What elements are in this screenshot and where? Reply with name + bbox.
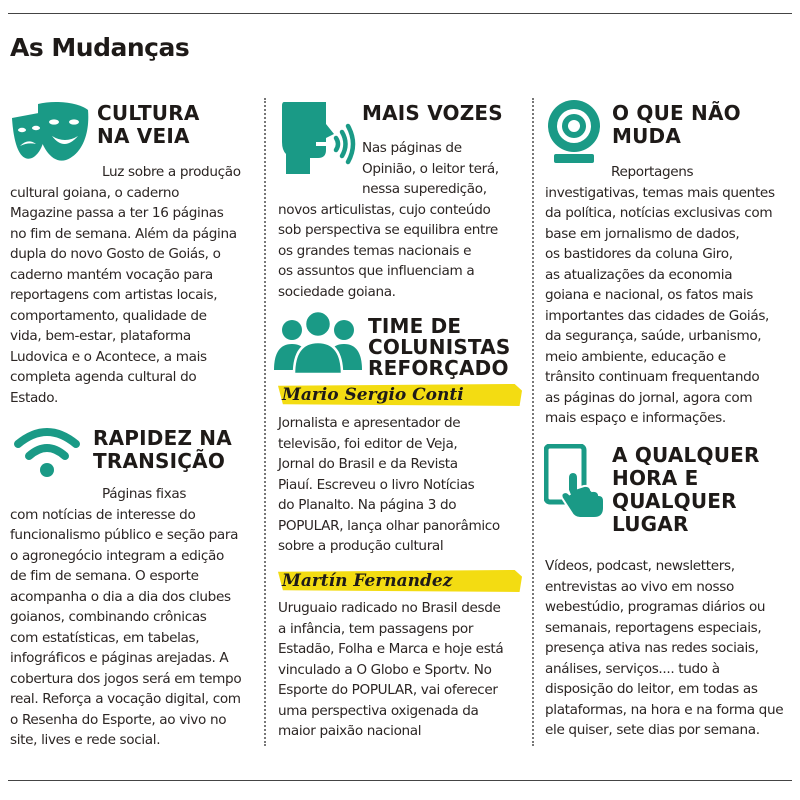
- columnist-name: Mario Sergio Conti: [282, 385, 464, 405]
- webcam-icon: [544, 98, 606, 164]
- columnist-bio: Uruguaio radicado no Brasil desde a infância, tem passagens por Estadão, Folha e Marca e hoje está vinculado a O Globo e Sportv. No Esporte do POPULAR, vai oferecer uma perspectiva oxigenada da maior paixão nacional: [278, 600, 504, 739]
- columnist-bio: Jornalista e apresentador de televisão, foi editor de Veja, Jornal do Brasil e da Revista Piauí. Escreveu o livro Notícias do Planalto. Na página 3 do POPULAR, lança olhar panorâmico sobre a produção cultural: [278, 415, 500, 554]
- wifi-icon: [12, 424, 82, 480]
- section-heading: TIME DE COLUNISTAS REFORÇADO: [368, 314, 511, 380]
- columnist-name: Martín Fernandez: [282, 571, 453, 591]
- column-divider-1: [264, 98, 266, 746]
- section-body: Páginas fixas com notícias de interesse do funcionalismo público e seção para o agronegócio integram a edição de fim de semana. O esporte acompanha o dia a dia dos clubes goianos, combinando crônicas com estatísticas, em tabelas, infográficos e páginas arejadas. A cobertura dos jogos será em tempo real. Reforça a vocação digital, com o Resenha do Esporte, ao vivo no site, lives e rede social.: [10, 486, 242, 748]
- page-title: As Mudanças: [10, 33, 190, 62]
- section-heading: A QUALQUER HORA E QUALQUER LUGAR: [612, 443, 760, 536]
- bottom-rule: [8, 780, 792, 781]
- section-heading: RAPIDEZ NA TRANSIÇÃO: [93, 426, 232, 473]
- top-rule: [8, 13, 792, 14]
- group-people-icon: [272, 310, 364, 376]
- section-heading: CULTURA NA VEIA: [97, 101, 200, 148]
- theater-masks-icon: [8, 100, 94, 170]
- touchscreen-tablet-icon: [544, 444, 606, 520]
- section-heading: MAIS VOZES: [362, 101, 503, 125]
- section-body: Nas páginas de Opinião, o leitor terá, nessa superedição, novos articulistas, cujo conteúdo sob perspectiva se equilibra entre os grandes temas nacionais e os assuntos que influenciam a sociedade goiana.: [278, 140, 499, 300]
- section-body: Vídeos, podcast, newsletters, entrevistas ao vivo em nosso webestúdio, programas diários ou semanais, reportagens especiais, presença ativa nas redes sociais, análises, serviços.... tudo à disposição do leitor, em todas as plataformas, na hora e na forma que ele quiser, sete dias por semana.: [545, 558, 784, 738]
- section-body: Reportagens investigativas, temas mais quentes da política, notícias exclusivas com base em jornalismo de dados, os bastidores da coluna Giro, as atualizações da economia goiana e nacional, os fatos mais importantes das cidades de Goiás, da segurança, saúde, urbanismo, meio ambiente, educação e trânsito continuam frequentando as páginas do jornal, agora com mais espaço e informações.: [545, 164, 775, 426]
- column-divider-2: [532, 98, 534, 746]
- section-body: Luz sobre a produção cultural goiana, o caderno Magazine passa a ter 16 páginas no fim de semana. Além da página dupla do novo Gosto de Goiás, o caderno mantém vocação para reportagens com artistas locais, comportamento, qualidade de vida, bem-estar, plataforma Ludovica e o Acontece, a mais completa agenda cultural do Estado.: [10, 164, 241, 406]
- section-heading: O QUE NÃO MUDA: [612, 101, 741, 148]
